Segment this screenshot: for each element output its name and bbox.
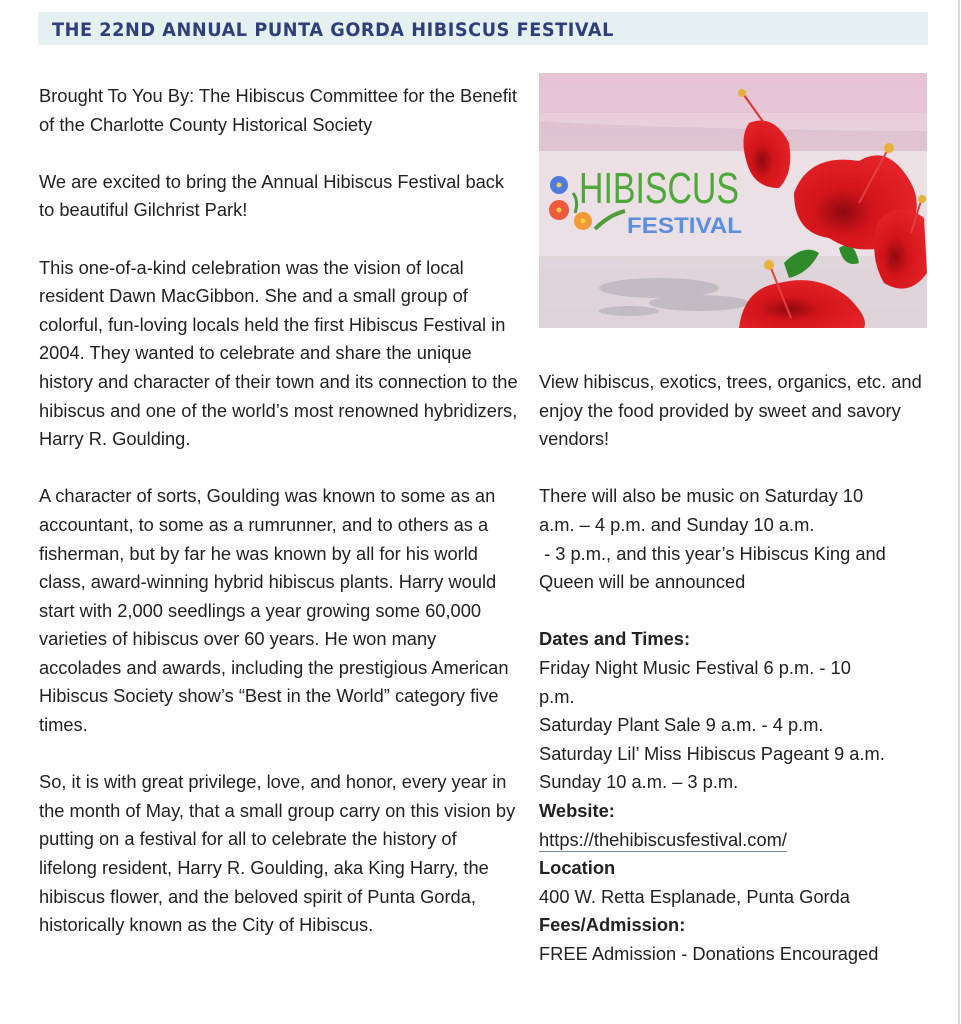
location-heading: Location <box>539 857 616 879</box>
history-paragraph: This one-of-a-kind celebration was the vision of local resident Dawn MacGibbon. She and a small group of colorful, fun-loving locals held the first Hibiscus Festival in 2004. They wanted to celebrate and share the unique history and character of their town and its connection to the hibiscus and one of the world’s most renowned hybridizers, Harry R. Goulding. <box>39 256 518 450</box>
credits-paragraph: Brought To You By: The Hibiscus Committee for the Benefit of the Charlotte County Historical Society <box>39 85 517 135</box>
page-title: THE 22ND ANNUAL PUNTA GORDA HIBISCUS FESTIVAL <box>52 19 614 41</box>
music-line: a.m. – 4 p.m. and Sunday 10 a.m. <box>539 513 815 535</box>
website-line <box>539 826 939 855</box>
logo-festival-word: FESTIVAL <box>627 213 742 238</box>
header-band <box>38 12 928 45</box>
hibiscus-bloom-right <box>874 209 927 289</box>
left-column <box>39 82 519 968</box>
date-entry: Sunday 10 a.m. – 3 p.m. <box>539 771 739 793</box>
fees-text: FREE Admission - Donations Encouraged <box>539 942 879 964</box>
website-link[interactable]: https://thehibiscusfestival.com/ <box>539 828 787 850</box>
website-heading: Website: <box>539 799 615 821</box>
goulding-paragraph: A character of sorts, Goulding was known to some as an accountant, to some as a rumrunner, and to others as a fisherman, but by far he was known by all for his world class, award-winning hybrid hibiscus plants. Harry would start with 2,000 seedlings a year growing some 60,000 varieties of hibiscus over 60 years. He won many accolades and awards, including the prestigious American Hibiscus Society show’s “Best in the World” category five times. <box>39 485 509 736</box>
date-entry: p.m. <box>539 685 575 707</box>
tradition-paragraph: So, it is with great privilege, love, and honor, every year in the month of May, that a small group carry on this vision by putting on a festival for all to celebrate the history of lifelong resident, Harry R. Goulding, aka King Harry, the hibiscus flower, and the beloved spirit of Punta Gorda, historically known as the City of Hibiscus. <box>39 771 516 936</box>
hibiscus-festival-image <box>539 73 927 328</box>
dates-heading: Dates and Times: <box>539 628 691 650</box>
event-details <box>539 625 939 968</box>
intro-paragraph: We are excited to bring the Annual Hibiscus Festival back to beautiful Gilchrist Park! <box>39 170 505 221</box>
logo-hibiscus-word: HIBISCUS <box>579 164 739 213</box>
date-entry: Friday Night Music Festival 6 p.m. - 10 <box>539 656 851 678</box>
music-line: Queen will be announced <box>539 571 746 593</box>
page-edge-divider <box>958 0 960 1024</box>
music-paragraph <box>539 482 939 596</box>
music-line: - 3 p.m., and this year’s Hibiscus King and <box>539 542 886 564</box>
vendors-paragraph: View hibiscus, exotics, trees, organics, etc. and enjoy the food provided by sweet and savory vendors! <box>539 371 922 450</box>
fees-heading: Fees/Admission: <box>539 914 686 936</box>
right-column <box>539 368 939 968</box>
date-entry: Saturday Plant Sale 9 a.m. - 4 p.m. <box>539 714 824 736</box>
location-address: 400 W. Retta Esplanade, Punta Gorda <box>539 885 850 907</box>
hero-illustration <box>539 73 927 328</box>
music-line: There will also be music on Saturday 10 <box>539 485 864 507</box>
date-entry: Saturday Lil’ Miss Hibiscus Pageant 9 a.m. <box>539 742 885 764</box>
